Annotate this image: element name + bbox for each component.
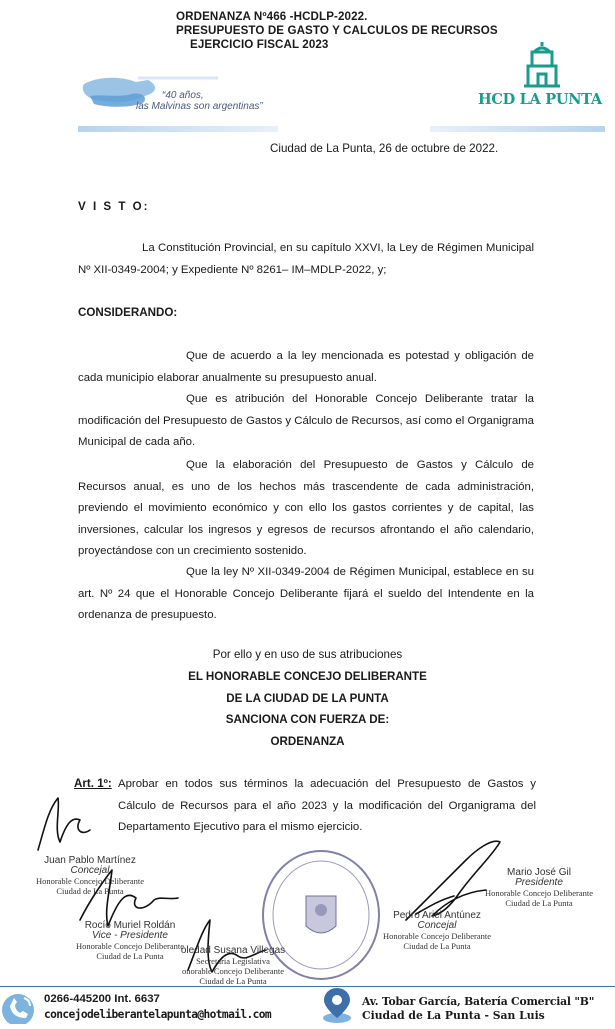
visto-heading: V I S T O: bbox=[78, 200, 150, 213]
por-ello-line: Por ello y en uso de sus atribuciones bbox=[212, 648, 403, 661]
ordinance-title: PRESUPUESTO DE GASTO Y CALCULOS DE RECURSOS bbox=[176, 24, 498, 37]
header-divider-left bbox=[78, 126, 278, 132]
footer-email[interactable]: concejodeliberantelapunta@hotmail.com bbox=[44, 1008, 272, 1021]
location-pin-icon bbox=[320, 986, 354, 1029]
ordinance-number: ORDENANZA Nº466 -HCDLP-2022. bbox=[176, 10, 368, 23]
signer-org: Honorable Concejo Deliberante bbox=[382, 931, 492, 941]
signer-role: Presidente bbox=[515, 877, 563, 888]
footer-address: Av. Tobar García, Batería Comercial "B" bbox=[362, 995, 595, 1008]
signer-role: Secretaria Legislativa bbox=[196, 956, 270, 966]
footer-phone: 0266-445200 Int. 6637 bbox=[44, 993, 160, 1005]
sanciona-line2: DE LA CIUDAD DE LA PUNTA bbox=[226, 692, 389, 705]
malvinas-slogan bbox=[136, 90, 263, 112]
signer-name: oledad Susana Villegas bbox=[180, 945, 286, 956]
signer-role: Concejal bbox=[417, 920, 457, 931]
considerando-paragraph-3: Que la elaboración del Presupuesto de Gastos y Cálculo de Recursos anual, es uno de los hechos más trascendente de cada administración, previendo el movimiento económico y con ello los gastos corrientes y de capital, las inversiones, calcular los ingresos y egresos de recursos afrontando el año calendario, proyectándose con un crecimiento sostenido. bbox=[78, 459, 534, 557]
sanciona-line1: EL HONORABLE CONCEJO DELIBERANTE bbox=[188, 670, 427, 683]
malvinas-line1: “40 años, bbox=[162, 90, 204, 101]
signature-block-villegas bbox=[178, 946, 288, 986]
phone-icon bbox=[0, 988, 40, 1029]
signer-name: Rocío Muriel Roldán bbox=[84, 920, 176, 931]
article-1-label: Art. 1º: bbox=[74, 777, 112, 790]
fiscal-year: EJERCICIO FISCAL 2023 bbox=[190, 38, 329, 51]
malvinas-line2: las Malvinas son argentinas” bbox=[136, 101, 263, 112]
date-line: Ciudad de La Punta, 26 de octubre de 2022. bbox=[270, 142, 499, 155]
sanciona-line3: SANCIONA CON FUERZA DE: bbox=[225, 713, 390, 726]
signature-block-gil bbox=[484, 868, 594, 908]
article-1-text: Aprobar en todos sus términos la adecuación del Presupuesto de Gastos y Cálculo de Recursos para el año 2023 y la modificación del Organigrama del Departamento Ejecutivo para el mismo ejercicio. bbox=[118, 778, 536, 833]
signer-city: Ciudad de La Punta bbox=[96, 951, 164, 961]
considerando-paragraph-2: Que es atribución del Honorable Concejo Deliberante tratar la modificación del Presupuesto de Gastos y Cálculo de Recursos, así como el Organigrama Municipal de cada año. bbox=[78, 393, 534, 448]
hcd-building-icon bbox=[522, 40, 562, 95]
signer-name: Mario José Gil bbox=[507, 867, 571, 878]
signature-block-antunez bbox=[382, 911, 492, 951]
considerando-heading: CONSIDERANDO: bbox=[78, 306, 178, 319]
signer-city: Ciudad de La Punta bbox=[199, 976, 267, 986]
signature-block-roldan bbox=[70, 921, 190, 961]
signer-city: Ciudad de La Punta bbox=[56, 886, 124, 896]
considerando-paragraph-1: Que de acuerdo a la ley mencionada es potestad y obligación de cada municipio elaborar anualmente su presupuesto anual. bbox=[78, 350, 534, 384]
considerando-paragraph-4: Que la ley Nº XII-0349-2004 de Régimen Municipal, establece en su art. Nº 24 que el Honorable Concejo Deliberante fijará el sueldo del Intendente en la ordenanza de presupuesto. bbox=[78, 566, 534, 621]
signer-org: Honorable Concejo Deliberante bbox=[35, 876, 145, 886]
signature-martinez-scribble bbox=[30, 780, 110, 860]
signer-city: Ciudad de La Punta bbox=[403, 941, 471, 951]
signer-org: onorable Concejo Deliberante bbox=[182, 966, 284, 976]
header-divider-right bbox=[430, 126, 605, 132]
visto-paragraph: La Constitución Provincial, en su capítulo XXVI, la Ley de Régimen Municipal Nº XII-0349-2004; y Expediente Nº 8261– IM–MDLP-2022, y; bbox=[78, 242, 534, 276]
signer-role: Concejal bbox=[70, 865, 110, 876]
signer-name: Juan Pablo Martínez bbox=[44, 855, 136, 866]
signer-role: Vice - Presidente bbox=[92, 930, 168, 941]
signer-org: Honorable Concejo Deliberante bbox=[484, 888, 594, 898]
hcd-logo-text: HCD LA PUNTA bbox=[478, 91, 602, 108]
signature-block-martinez bbox=[30, 856, 150, 896]
sanciona-line4: ORDENANZA bbox=[270, 735, 345, 748]
signer-city: Ciudad de La Punta bbox=[505, 898, 573, 908]
footer-divider bbox=[0, 986, 615, 987]
footer-city: Ciudad de La Punta - San Luis bbox=[362, 1009, 545, 1022]
signer-org: Honorable Concejo Deliberante bbox=[75, 941, 185, 951]
signer-name: Pedro Ariel Antúnez bbox=[393, 910, 481, 921]
